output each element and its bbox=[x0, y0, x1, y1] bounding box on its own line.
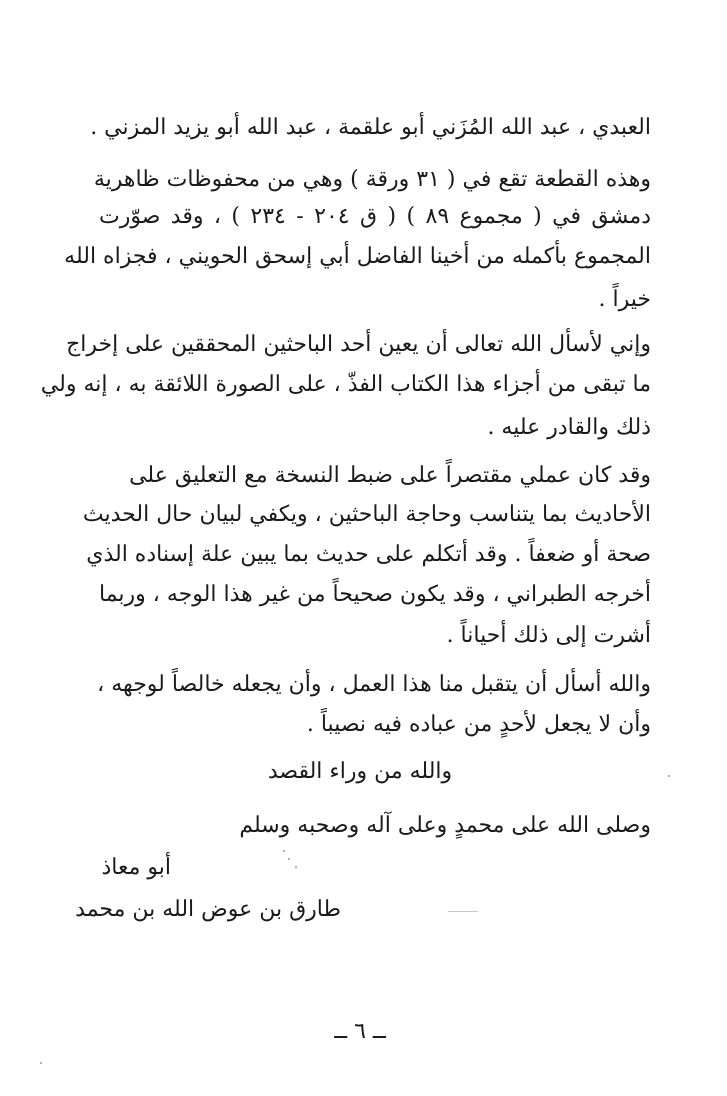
scan-speck bbox=[448, 911, 478, 912]
closing-line: والله من وراء القصد bbox=[267, 759, 453, 784]
author-kunya: أبو معاذ bbox=[101, 855, 171, 880]
text-line: والله أسأل أن يتقبل منا هذا العمل ، وأن يجعله خالصاً لوجهه ، bbox=[97, 672, 651, 697]
text-line: وقد كان عملي مقتصراً على ضبط النسخة مع التعليق على bbox=[129, 463, 651, 488]
scan-speck bbox=[40, 1062, 42, 1064]
text-line: وأن لا يجعل لأحدٍ من عباده فيه نصيباً . bbox=[306, 712, 651, 737]
scan-speck bbox=[283, 850, 285, 852]
text-line: أخرجه الطبراني ، وقد يكون صحيحاً من غير هذا الوجه ، وربما bbox=[99, 582, 651, 607]
text-line: دمشق في ( مجموع ٨٩ ) ( ق ٢٠٤ - ٢٣٤ ) ، وقد صوّرت bbox=[99, 204, 651, 229]
scan-speck bbox=[295, 866, 297, 868]
text-line: ذلك والقادر عليه . bbox=[487, 415, 651, 440]
text-line: وإني لأسأل الله تعالى أن يعين أحد الباحثين المحققين على إخراج bbox=[66, 332, 651, 357]
text-line: صحة أو ضعفاً . وقد أتكلم على حديث بما يبين علة إسناده الذي bbox=[86, 542, 651, 567]
text-line: خيراً . bbox=[598, 287, 651, 312]
author-name: طارق بن عوض الله بن محمد bbox=[75, 897, 341, 922]
text-line: أشرت إلى ذلك أحياناً . bbox=[446, 623, 651, 648]
page-number: ــ ٦ ــ bbox=[334, 1019, 386, 1044]
text-line: ما تبقى من أجزاء هذا الكتاب الفذّ ، على الصورة اللائقة به ، إنه ولي bbox=[40, 372, 651, 397]
text-line: المجموع بأكمله من أخينا الفاضل أبي إسحق الحويني ، فجزاه الله bbox=[64, 244, 651, 269]
text-line: وهذه القطعة تقع في ( ٣١ ورقة ) وهي من محفوظات ظاهرية bbox=[93, 167, 651, 192]
scan-speck bbox=[288, 858, 290, 860]
text-line: العبدي ، عبد الله المُزَني أبو علقمة ، عبد الله أبو يزيد المزني . bbox=[90, 115, 651, 140]
closing-salutation: وصلى الله على محمدٍ وعلى آله وصحبه وسلم bbox=[239, 813, 651, 838]
scan-speck bbox=[668, 775, 670, 777]
text-line: الأحاديث بما يتناسب وحاجة الباحثين ، ويكفي لبيان حال الحديث bbox=[82, 502, 651, 527]
